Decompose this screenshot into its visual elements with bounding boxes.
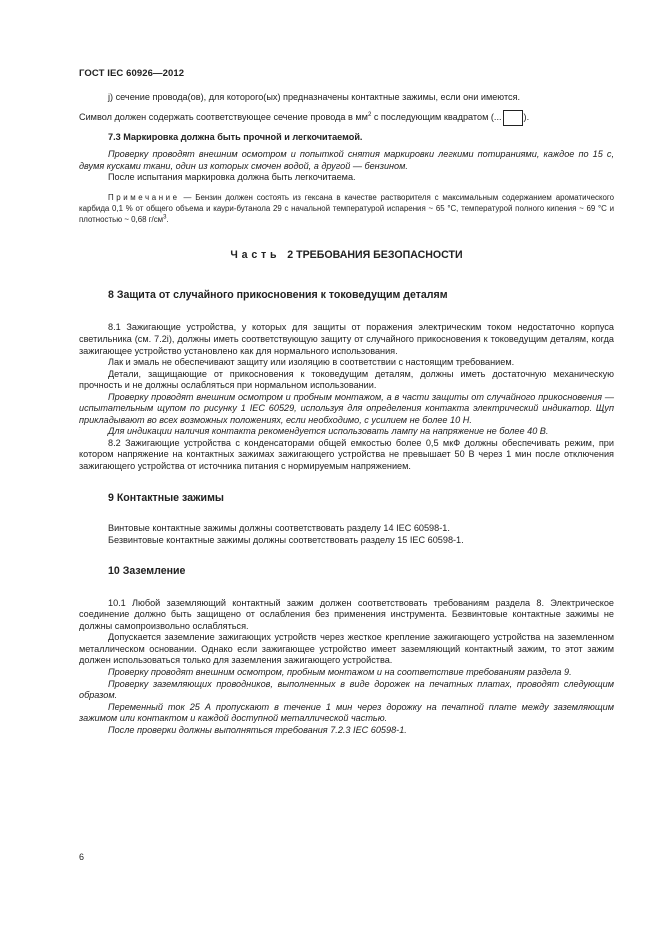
section-10-p6: После проверки должны выполняться требования 7.2.3 IEC 60598-1. — [108, 724, 407, 735]
part-word: Часть — [230, 249, 281, 262]
section-9-p1: Винтовые контактные зажимы должны соответствовать разделу 14 IEC 60598-1. — [108, 523, 450, 534]
item-j-line1: j) сечение провода(ов), для которого(ых) предназначены контактные зажимы, если они имеются. — [108, 92, 521, 102]
note-text: — Бензин должен состоять из гексана в качестве растворителя с максимальным содержанием ароматического карбида 0,1 % от общего объема и каури-бутанола 29 с начальной температурой испарения ~ 65 °С, температурой полного кипения ~ 69 °С и плотностью ~ 0,68 г/см — [79, 192, 614, 225]
clause-7-3-check: Проверку проводят внешним осмотром и попыткой снятия маркировки легкими потираниями, каждое по 15 с, двумя кусками ткани, один из которых смочен водой, а другой — бензином. — [79, 149, 614, 171]
section-10-p2: Допускается заземление зажигающих устройств через жесткое крепление зажигающего устройства на заземленном металлическом основании. Однако если зажигающее устройство имеет заземляющий контактный зажим, то этот зажим должен использоваться только для заземления зажигающего устройства. — [79, 632, 614, 666]
note-superscript: 3 — [163, 214, 167, 221]
section-9-p2: Безвинтовые контактные зажимы должны соответствовать разделу 15 IEC 60598-1. — [108, 534, 464, 545]
section-10-p3: Проверку проводят внешним осмотром, пробным монтажом и на соответствие требованиям раздела 9. — [108, 667, 572, 678]
page-number: 6 — [79, 852, 85, 862]
section-8-p2: Лак и эмаль не обеспечивают защиту или изоляцию в соответствии с настоящим требованием. — [108, 357, 515, 368]
part-title-text: 2 ТРЕБОВАНИЯ БЕЗОПАСНОСТИ — [287, 249, 463, 262]
item-j-line2-end: ). — [523, 111, 530, 122]
page-content — [79, 92, 614, 736]
section-10-p4: Проверку заземляющих проводников, выполненных в виде дорожек на печатных платах, проводят следующим образом. — [79, 678, 614, 701]
section-10-p5: Переменный ток 25 А пропускают в течение 1 мин через дорожку на печатной плате между заземляющим зажимом или контактом и каждой доступной металлической частью. — [79, 701, 614, 724]
section-8-title: 8 Защита от случайного прикосновения к токоведущим деталям — [108, 288, 448, 301]
part-title — [79, 250, 614, 262]
section-8-p5: Для индикации наличия контакта рекомендуется использовать лампу на напряжение не более 40 В. — [108, 426, 549, 437]
clause-7-3-after: После испытания маркировка должна быть легкочитаема. — [108, 172, 356, 183]
superscript: 2 — [367, 111, 372, 118]
item-j-line2 — [79, 110, 614, 126]
document-header: ГОСТ IEC 60926—2012 — [79, 68, 185, 79]
square-symbol-icon — [503, 110, 523, 126]
section-10-p1: 10.1 Любой заземляющий контактный зажим должен соответствовать требованиям раздела 8. Электрическое соединение должно быть защищено от ослабления без применения инструмента. Безвинтовые контактные зажимы не должны самопроизвольно ослабляться. — [79, 597, 614, 631]
section-9-title: 9 Контактные зажимы — [108, 491, 224, 504]
item-j-line2-text: Символ должен содержать соответствующее сечение провода в мм — [79, 111, 368, 122]
section-10-title: 10 Заземление — [108, 565, 186, 578]
section-8-p4: Проверку проводят внешним осмотром и пробным монтажом, а в части защиты от случайного прикосновения — испытательным щупом по рисунку 1 IEC 60529, используя для определения контакта электрический индикатор. Щуп прикладывают во всех возможных положениях, если необходимо, с усилием не более 10 Н. — [79, 391, 614, 425]
section-8-p3: Детали, защищающие от прикосновения к токоведущим деталям, должны иметь достаточную механическую прочность и не должны ослабляться при нормальном использовании. — [79, 368, 614, 391]
note-end: . — [166, 215, 169, 225]
section-8-p6: 8.2 Зажигающие устройства с конденсаторами общей емкостью более 0,5 мкФ должны обеспечивать режим, при котором напряжение на контактных зажимах зажигающего устройства не превышает 50 В через 1 мин после отключения зажигающего устройства от источника питания с нормируемым напряжением. — [79, 437, 614, 471]
clause-7-3-note — [79, 192, 614, 226]
clause-7-3-title: 7.3 Маркировка должна быть прочной и легкочитаемой. — [108, 131, 363, 142]
section-8-p1: 8.1 Зажигающие устройства, у которых для защиты от поражения электрическим током недостаточно корпуса светильника (см. 7.2i), должны иметь соответствующую защиту от случайного прикосновения к токоведущим деталям, когда зажигающее устройство установлено как для нормального использования. — [79, 322, 614, 356]
item-j-line2-text-after: с последующим квадратом (... — [371, 111, 502, 122]
note-label: Примечание — [108, 192, 180, 202]
